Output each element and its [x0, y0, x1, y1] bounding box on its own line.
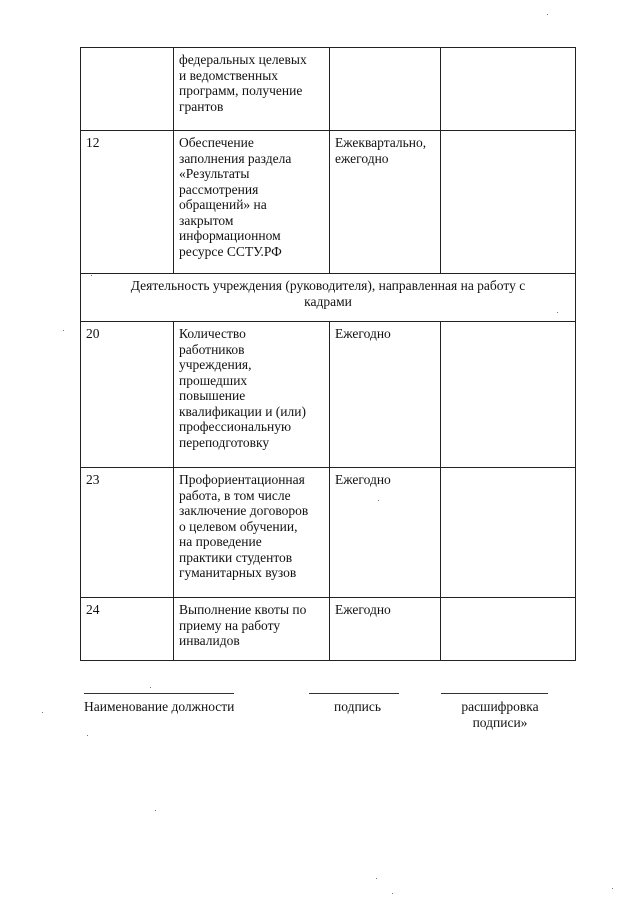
scan-speck: [557, 312, 558, 313]
value-cell: [441, 468, 576, 598]
value-cell: [441, 131, 576, 274]
scan-speck: [150, 687, 151, 688]
indicators-table: [80, 47, 576, 661]
signature-label: подпись: [334, 699, 382, 714]
decode-label: расшифровка подписи»: [461, 699, 539, 730]
table-row: [81, 131, 576, 274]
period-cell: Ежегодно: [330, 598, 441, 661]
row-number-cell: 23: [81, 468, 174, 598]
row-number-cell: [81, 48, 174, 131]
scan-speck: [91, 275, 92, 276]
scan-speck: [376, 878, 377, 879]
table-row: [81, 48, 576, 131]
indicator-cell: Выполнение квоты по приему на работу инвалидов: [174, 598, 330, 661]
scan-speck: [547, 14, 548, 15]
section-heading-row: [81, 274, 576, 322]
scan-speck: [42, 712, 43, 713]
row-number-cell: 20: [81, 322, 174, 468]
position-blank-line: [84, 693, 234, 694]
period-cell: Ежеквартально, ежегодно: [330, 131, 441, 274]
period-cell: Ежегодно: [330, 468, 441, 598]
period-cell: Ежегодно: [330, 322, 441, 468]
scan-speck: [87, 735, 88, 736]
value-cell: [441, 48, 576, 131]
section-heading: Деятельность учреждения (руководителя), направленная на работу с кадрами: [81, 274, 576, 322]
position-label: Наименование должности: [84, 699, 235, 714]
table-row: [81, 468, 576, 598]
scan-speck: [392, 893, 393, 894]
indicator-cell: Количество работников учреждения, прошедших повышение квалификации и (или) профессиональную переподготовку: [174, 322, 330, 468]
scan-speck: [612, 888, 613, 889]
row-number-cell: 12: [81, 131, 174, 274]
table-row: [81, 322, 576, 468]
decode-blank-line: [441, 693, 548, 694]
scan-speck: [63, 330, 64, 331]
scan-speck: [378, 500, 379, 501]
table-row: [81, 598, 576, 661]
row-number-cell: 24: [81, 598, 174, 661]
period-cell: [330, 48, 441, 131]
value-cell: [441, 598, 576, 661]
indicator-cell: Обеспечение заполнения раздела «Результаты рассмотрения обращений» на закрытом информационном ресурсе ССТУ.РФ: [174, 131, 330, 274]
scan-speck: [155, 810, 156, 811]
value-cell: [441, 322, 576, 468]
signature-blank-line: [309, 693, 399, 694]
indicator-cell: федеральных целевых и ведомственных программ, получение грантов: [174, 48, 330, 131]
indicator-cell: Профориентационная работа, в том числе заключение договоров о целевом обучении, на проведение практики студентов гуманитарных вузов: [174, 468, 330, 598]
